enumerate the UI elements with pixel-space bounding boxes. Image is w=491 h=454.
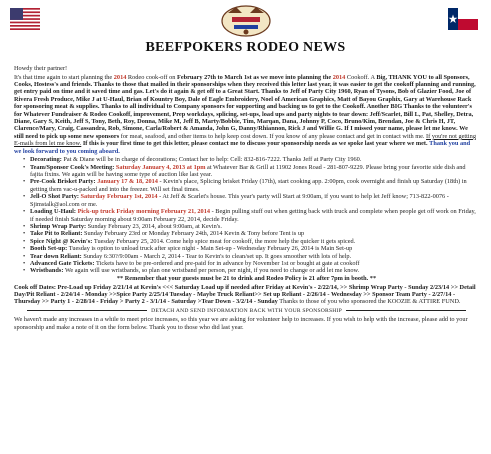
greeting: Howdy their partner! bbox=[14, 65, 68, 72]
newsletter-title: BEEFPOKERS RODEO NEWS bbox=[145, 40, 346, 55]
list-item: • Team/Sponsor Cook's Meeting: Saturday January 4, 2013 at 1pm at Whatever Bar & Grill at 11902 Jones Road - 281-807-9229. Please bring your favorite side dish and fajita fixins. We again will be having some type of auction like last year. bbox=[30, 164, 479, 179]
intro-paragraph: It's that time again to start planning the 2014 Rodeo cook-off on February 27th to March 1st as we move into planning the 2014 Cookoff. A Big, THANK YOU to all Sponsors, Cooks, Hostess's and friends. Thanks to those that mailed in their sponsorships when they received this letter last year, it was easier to get the cookoff planning and running, get entry paid on time and it saved time and gas. Let's do it again & get off to a Great Start. Thanks to Jeff of Party City 1960, Ryan of Tysons, Bob of Glazier Food, Joe of Rivera Fresh Produce, Mike J at U-Haul, Brian of Kountry Boy, Dale of Eagle Embroidery, Noel of American Graphics, Matt of Bayou Graphix, Gary at Warehouse Rack for sponsoring meat & supplies. Thanks to all individual to Company sponsors for supporting and backing us to get to the Cookoff. Another BIG Thanks to the volunteer's for Whatever Fundraiser & Rodeo Cookoff, improvement, Prep workdays, splicing, set-ups, load ups and party nights to tear down: Jeff/Scarlet, Bill L, Pat, Shelley, Detra, Diane, Gary S, Keith, Jeff S, Tony, Beth, Roy, Donna, Mike M, Jeff B, Marty/Bobbie, Tim, Marqan, Dana, Johnny P, Coco, Bruno/Kim, Brendan, Joe & Chris H, JT, Clarence/Mary, Craig, Cassandra, Rob, Simone, Carla/Robert & Amanda, John G, Danny/Rhiannon, Rick J and Willie G. If I missed your name, please let me know. We still need to pick up some new sponsors for meat, seafood, and other items to help keep cost down. If you know of any please contact and get in contact with me. If you're not getting E-mails from let me know. If this is your first time to get this letter, please contact me to discuss your sponsorship needs as we spoke last year where we met. Thank you and we look forward to you coming aboard. bbox=[14, 73, 476, 155]
newsletter-body bbox=[14, 65, 479, 332]
list-item: • Tear down Reliant: Sunday 6:30?/9:00am - March 2, 2014 - Tear to Kevin's to clean/set up. It goes smoother with lots of help. bbox=[30, 253, 479, 260]
list-item: • Spice Night @ Kevin's: Tuesday February 25, 2014. Come help spice meat for cookoff, the more help the quicker it gets spiced. bbox=[30, 238, 479, 245]
list-item: • Advanced Gate Tickets: Tickets have to be pre-ordered and pre-paid for in advance by November 1st or bought at gate at cookoff bbox=[30, 260, 479, 267]
cookoff-dates: Cook off Dates: Pre-Load up Friday 2/21/14 at Kevin's <<< Saturday Load up if needed after Friday at Kevin's - 2/22/14, >> Shrimp Wrap Party - Sunday 2/23/14 >> Detail Day/Pit Reliant - 2/24/14 - Monday >>Spice Party 2/25/14 Tuesday - Maybe Truck Reliant>> Set up Reliant - 2/26/14 - Wednesday >> Sponsor Team Party - 2/27/14 - Thursday >> Party 1 - 2/28/14 - Friday > Party 2 - 3/1/14 - Saturday >Tear Down - 3/2/14 - Sunday Thanks to those of you who sponsored the KOOZIE & ATTIRE FUND. bbox=[14, 283, 476, 306]
list-item: • Jell-O Shot Party: Saturday February 1st, 2014 - At Jeff & Scarlet's house. This year's party will Start at 9:00am, if you want to help let Jeff know; 713-822-0076 - Sjimstalk@aol.com or me. bbox=[30, 193, 479, 208]
list-item: • Wristbands: We again will use wristbands, so plan one wristband per person, per night, if you need to change or add let me know. bbox=[30, 267, 479, 274]
footer-paragraph: We haven't made any increases in a while to meet price increases, so this year we are asking for volunteer help to increases. If you wish to help with the increase, please add to your sponsorship and make a note of it on the form below. Thank you to those who did last year. bbox=[14, 316, 468, 331]
list-item: • Take Pit to Reliant: Sunday February 23rd or Monday February 24th, 2014 Kevin & Tony before Tent is up bbox=[30, 230, 479, 237]
list-item: • Pre-Cook Brisket Party: January 17 & 18, 2014 - Kevin's place, Splicing brisket Friday (17th), start cooking app. 2:00pm, cook overnight and finish up Saturday (18th) in getting them vac-u-packed and into the freezer. Will set final times. bbox=[30, 178, 479, 193]
list-item: • Shrimp Wrap Party: Sunday February 23, 2014, about 9:00am, at Kevin's. bbox=[30, 223, 479, 230]
us-flag-icon bbox=[10, 8, 40, 30]
list-item: • Decorating: Pat & Diane will be in charge of decorations; Contact her to help: Cell: 832-816-7222. Thanks Jeff at Party City 1960. bbox=[30, 156, 479, 163]
beefpokers-logo bbox=[220, 3, 272, 39]
remember-note: ** Remember that your guests must be 21 to drink and Rodeo Policy is 21 after 7pm in booth. ** bbox=[116, 274, 377, 282]
list-item: • Booth Set-up: Tuesday is option to unload truck after spice night - Main Set-up - Wednesday February 26, 2014 is Main Set-up bbox=[30, 245, 479, 252]
list-item: • Loading U-Haul: Pick-up truck Friday morning February 21, 2014 - Begin pulling stuff out when getting back with truck and complete when people get off work on Friday, if needed finish Saturday morning about 9:00am February 22, 2014, decide Friday. bbox=[30, 208, 479, 223]
detach-divider: DETACH AND SEND INFORMATION BACK WITH YOUR SPONSORSHIP bbox=[14, 308, 479, 315]
texas-flag-icon bbox=[448, 8, 478, 30]
event-list bbox=[14, 156, 479, 275]
